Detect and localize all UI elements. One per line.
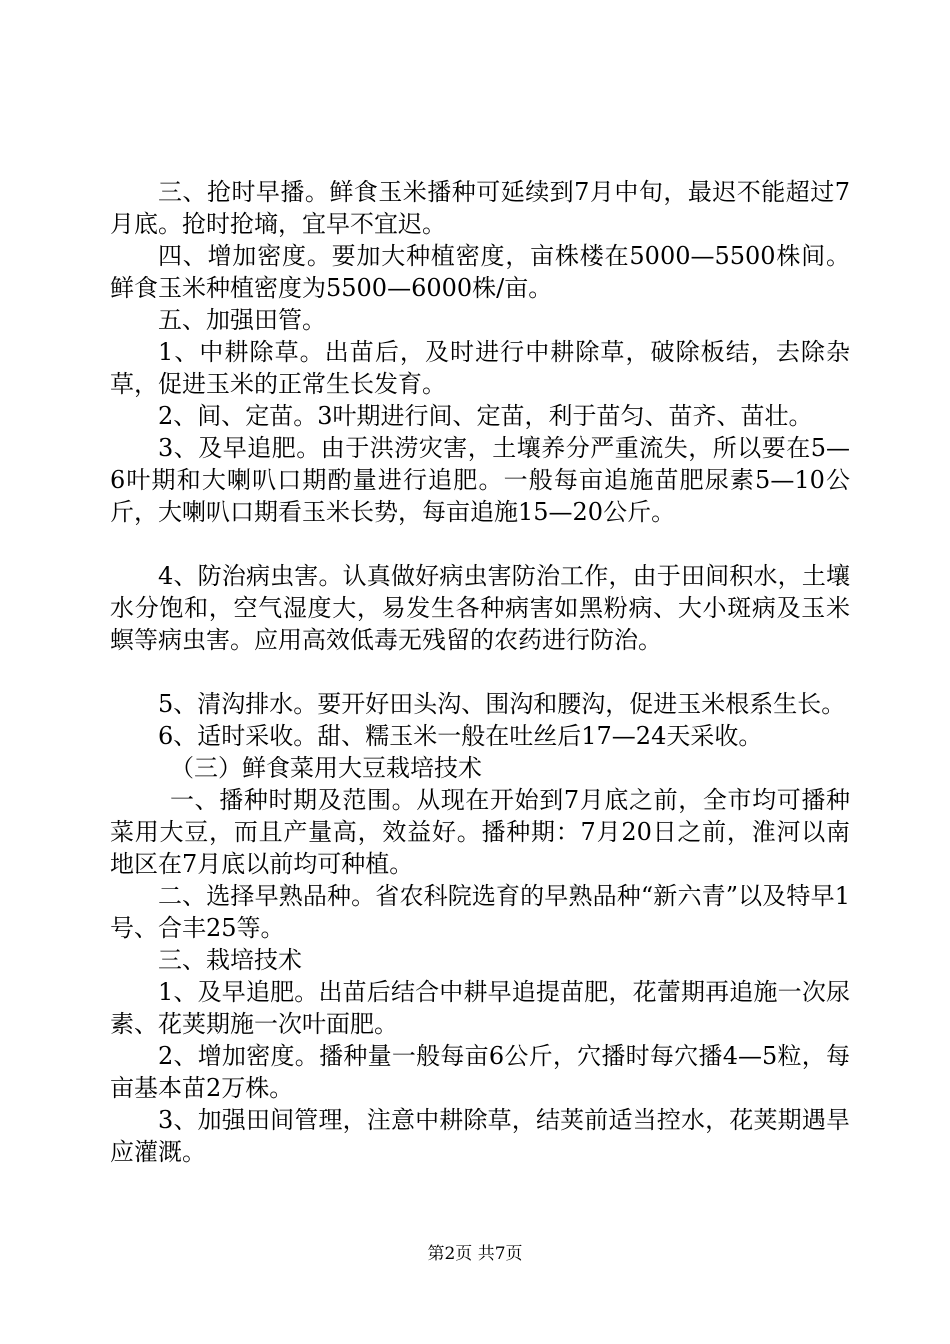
paragraph: 一、播种时期及范围。从现在开始到7月底之前，全市均可播种菜用大豆，而且产量高，效益好。播种期：7月20日之前，淮河以南地区在7月底以前均可种植。 bbox=[110, 786, 850, 878]
paragraph: 三、抢时早播。鲜食玉米播种可延续到7月中旬，最迟不能超过7月底。抢时抢墒，宜早不宜迟。 bbox=[110, 178, 850, 238]
paragraph: 5、清沟排水。要开好田头沟、围沟和腰沟，促进玉米根系生长。 bbox=[158, 690, 846, 718]
paragraph: 2、间、定苗。3叶期进行间、定苗，利于苗匀、苗齐、苗壮。 bbox=[158, 402, 813, 430]
paragraph: 6、适时采收。甜、糯玉米一般在吐丝后17—24天采收。 bbox=[158, 722, 763, 750]
paragraph: 1、中耕除草。出苗后，及时进行中耕除草，破除板结，去除杂草，促进玉米的正常生长发育。 bbox=[110, 338, 850, 398]
section-heading: （三）鲜食菜用大豆栽培技术 bbox=[170, 754, 482, 782]
paragraph: 2、增加密度。播种量一般每亩6公斤，穴播时每穴播4—5粒，每亩基本苗2万株。 bbox=[110, 1042, 850, 1102]
paragraph: 四、增加密度。要加大种植密度，亩株楼在5000—5500株间。鲜食玉米种植密度为5500—6000株/亩。 bbox=[110, 242, 850, 302]
paragraph: 3、及早追肥。由于洪涝灾害，土壤养分严重流失，所以要在5—6叶期和大喇叭口期酌量进行追肥。一般每亩追施苗肥尿素5—10公斤，大喇叭口期看玉米长势，每亩追施15—20公斤。 bbox=[110, 434, 850, 526]
page-number-footer: 第2页 共7页 bbox=[427, 1244, 523, 1264]
paragraph: 1、及早追肥。出苗后结合中耕早追提苗肥，花蕾期再追施一次尿素、花荚期施一次叶面肥。 bbox=[110, 978, 850, 1038]
paragraph: 五、加强田管。 bbox=[158, 306, 326, 334]
paragraph: 二、选择早熟品种。省农科院选育的早熟品种“新六青”以及特早1号、合丰25等。 bbox=[110, 882, 850, 942]
document-body bbox=[110, 176, 850, 1168]
paragraph: 三、栽培技术 bbox=[158, 946, 302, 974]
paragraph: 3、加强田间管理，注意中耕除草，结荚前适当控水，花荚期遇旱应灌溉。 bbox=[110, 1106, 850, 1166]
paragraph: 4、防治病虫害。认真做好病虫害防治工作，由于田间积水，土壤水分饱和，空气湿度大，易发生各种病害如黑粉病、大小斑病及玉米螟等病虫害。应用高效低毒无残留的农药进行防治。 bbox=[110, 562, 850, 654]
